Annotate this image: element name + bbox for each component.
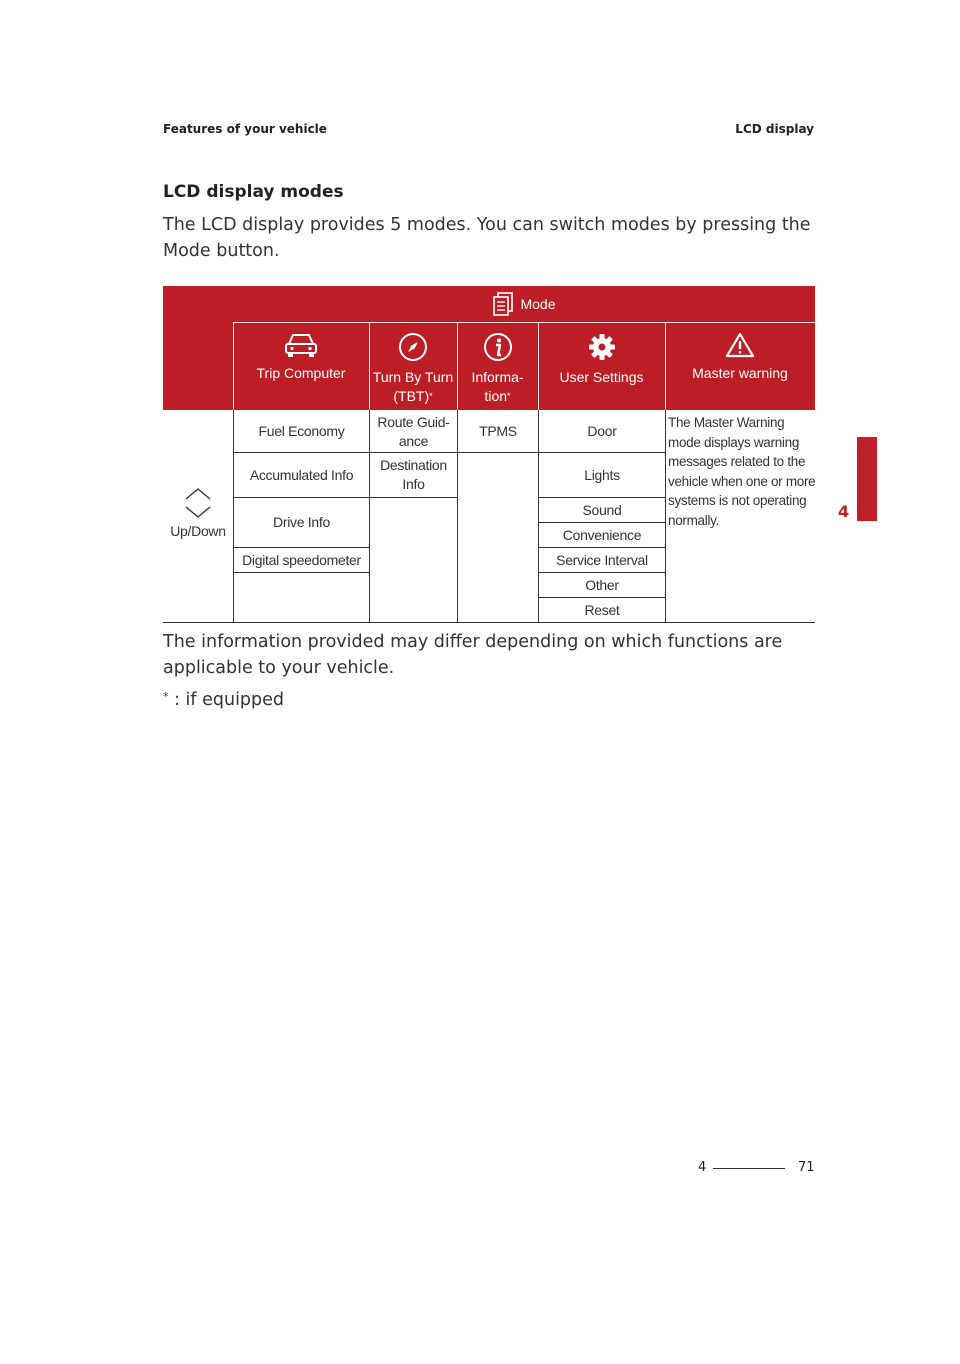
updown-label: Up/Down xyxy=(170,523,226,539)
intro-paragraph: The LCD display provides 5 modes. You can switch modes by pressing the Mode button. xyxy=(163,215,811,261)
col-header-user-settings xyxy=(538,332,665,387)
info-label-line2: tion xyxy=(484,388,508,404)
footer-chapter-number: 4 xyxy=(698,1160,707,1175)
user-setting-item: Reset xyxy=(584,601,620,618)
warning-triangle-icon xyxy=(725,332,755,358)
updown-cell xyxy=(163,486,233,539)
row-divider xyxy=(233,572,370,573)
info-icon xyxy=(483,332,513,362)
route-guidance-line1: Route Guid- xyxy=(377,413,450,430)
master-warning-description: The Master Warning mode displays warning messages related to the vehicle when one or more systems is not operating normally. xyxy=(668,415,816,528)
mode-label: Mode xyxy=(520,296,556,312)
chapter-tab-number: 4 xyxy=(838,502,850,521)
col-header-master-warning xyxy=(665,332,815,383)
footnote-text: : if equipped xyxy=(168,690,285,710)
user-settings-label: User Settings xyxy=(559,369,644,385)
tbt-label-line2: (TBT) xyxy=(393,388,430,404)
destination-info-line2: Info xyxy=(402,476,425,492)
footnote-mark: * xyxy=(163,690,169,703)
footer-page-number: 71 xyxy=(798,1160,815,1175)
section-title: LCD display modes xyxy=(163,182,344,202)
user-setting-item: Convenience xyxy=(562,526,642,543)
user-setting-item: Service Interval xyxy=(556,551,648,568)
info-footnote-mark: * xyxy=(507,391,511,401)
footer-rule xyxy=(713,1168,785,1169)
car-icon xyxy=(283,332,319,358)
trip-item: Fuel Economy xyxy=(258,423,345,439)
footnote xyxy=(163,690,284,710)
tbt-item-route-guidance xyxy=(370,411,457,452)
row-divider xyxy=(457,452,539,453)
info-label-line1: Informa- xyxy=(471,369,524,385)
trip-item: Drive Info xyxy=(273,514,330,530)
table-bottom-border xyxy=(163,622,815,623)
tbt-label-line1: Turn By Turn xyxy=(372,369,454,385)
compass-icon xyxy=(398,332,428,362)
trip-item: Accumulated Info xyxy=(249,466,354,483)
user-setting-item: Sound xyxy=(582,501,622,518)
lcd-modes-table xyxy=(163,286,815,623)
mode-icon xyxy=(492,292,514,316)
user-setting-item: Door xyxy=(587,423,617,439)
chapter-tab-marker xyxy=(857,437,877,521)
col-header-information xyxy=(457,332,538,406)
trip-computer-label: Trip Computer xyxy=(256,365,346,381)
running-header-section: Features of your vehicle xyxy=(163,122,327,136)
master-warning-label: Master warning xyxy=(692,365,788,381)
route-guidance-line2: ance xyxy=(398,432,429,449)
destination-info-line1: Destination xyxy=(380,457,447,473)
user-setting-item: Other xyxy=(585,576,619,593)
info-item: TPMS xyxy=(479,423,517,439)
mode-header xyxy=(233,292,815,316)
col-header-trip-computer xyxy=(233,332,369,383)
user-setting-item: Lights xyxy=(584,466,620,483)
tbt-footnote-mark: * xyxy=(429,391,433,401)
trip-item: Digital speedometer xyxy=(242,551,361,568)
gear-icon xyxy=(587,332,617,362)
applicability-note: The information provided may differ depending on which functions are applicable to your vehicle. xyxy=(163,632,783,678)
col-divider xyxy=(665,410,666,622)
up-down-arrows-icon xyxy=(183,486,213,520)
running-header-topic: LCD display xyxy=(735,122,814,136)
header-divider xyxy=(233,322,815,323)
col-header-turn-by-turn xyxy=(369,332,457,406)
tbt-item-destination-info xyxy=(370,453,457,497)
